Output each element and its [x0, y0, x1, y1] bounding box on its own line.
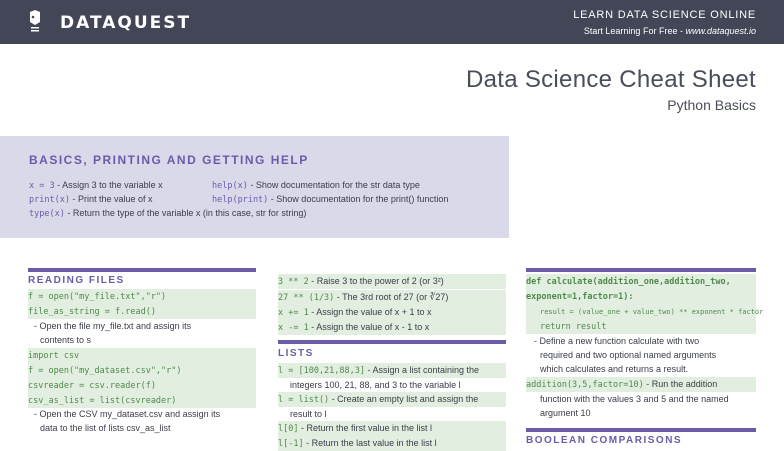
code-line: l = list() - Create an empty list and assign the: [278, 392, 506, 407]
basics-item: x = 3 - Assign 3 to the variable x: [29, 180, 163, 191]
basics-panel: [0, 136, 509, 238]
code-line: exponent=1,factor=1):: [526, 289, 756, 304]
column-divider: [278, 340, 506, 344]
code-line: l[-1] - Return the last value in the list l: [278, 436, 506, 451]
top-bar: [0, 0, 784, 44]
column-divider: [526, 268, 756, 272]
code-line: file_as_string = f.read(): [28, 304, 256, 319]
code-line: addition(3,5,factor=10) - Run the addition: [526, 377, 756, 392]
code-line: import csv: [28, 348, 256, 363]
code-line: l = [100,21,88,3] - Assign a list containing the: [278, 363, 506, 378]
description: data to the list of lists csv_as_list: [40, 423, 171, 433]
code-line: x -= 1 - Assign the value of x - 1 to x: [278, 320, 506, 335]
boolean-heading: BOOLEAN COMPARISONS: [526, 435, 683, 446]
code-line: f = open("my_dataset.csv","r"): [28, 363, 256, 378]
code-line: x += 1 - Assign the value of x + 1 to x: [278, 305, 506, 320]
code-line: csv_as_list = list(csvreader): [28, 393, 256, 408]
description: required and two optional named arguments: [540, 350, 717, 360]
description: result to l: [290, 409, 327, 419]
code-line: 27 ** (1/3) - The 3rd root of 27 (or ∛27): [278, 290, 506, 305]
description: - Define a new function calculate with two: [534, 336, 700, 346]
page-subtitle: Python Basics: [667, 97, 756, 113]
basics-item: type(x) - Return the type of the variable x (in this case, str for string): [29, 208, 307, 219]
subtag-prefix: Start Learning For Free -: [583, 26, 686, 36]
code-line: l[0] - Return the first value in the list l: [278, 421, 506, 436]
basics-item: help(x) - Show documentation for the str data type: [212, 180, 420, 191]
site-link[interactable]: www.dataquest.io: [685, 26, 756, 36]
basics-item: print(x) - Print the value of x: [29, 194, 153, 205]
reading-files-heading: READING FILES: [28, 275, 125, 286]
description: contents to s: [40, 335, 92, 345]
brand-name: DATAQUEST: [60, 13, 192, 33]
code-line: def calculate(addition_one,addition_two,: [526, 274, 756, 289]
code-line: 3 ** 2 - Raise 3 to the power of 2 (or 3²): [278, 274, 506, 289]
description: function with the values 3 and 5 and the named: [540, 394, 729, 404]
header-tagline: LEARN DATA SCIENCE ONLINE: [573, 9, 756, 21]
basics-item: help(print) - Show documentation for the print() function: [212, 194, 449, 205]
column-divider: [28, 268, 256, 272]
description: integers 100, 21, 88, and 3 to the variable l: [290, 380, 461, 390]
code-line: csvreader = csv.reader(f): [28, 378, 256, 393]
lists-heading: LISTS: [278, 348, 314, 359]
description: - Open the CSV my_dataset.csv and assign its: [34, 409, 221, 419]
column-divider: [526, 428, 756, 432]
basics-heading: BASICS, PRINTING AND GETTING HELP: [29, 153, 309, 167]
description: - Open the file my_file.txt and assign its: [34, 321, 192, 331]
dataquest-logo-icon: [28, 10, 42, 34]
code-line: result = (value_one + value_two) ** exponent * factor: [526, 304, 756, 319]
description: argument 10: [540, 408, 591, 418]
header-subtag: [584, 26, 756, 36]
code-line: return result: [526, 319, 756, 334]
page-title: Data Science Cheat Sheet: [465, 66, 756, 93]
description: which calculates and returns a result.: [540, 364, 689, 374]
code-line: f = open("my_file.txt","r"): [28, 289, 256, 304]
